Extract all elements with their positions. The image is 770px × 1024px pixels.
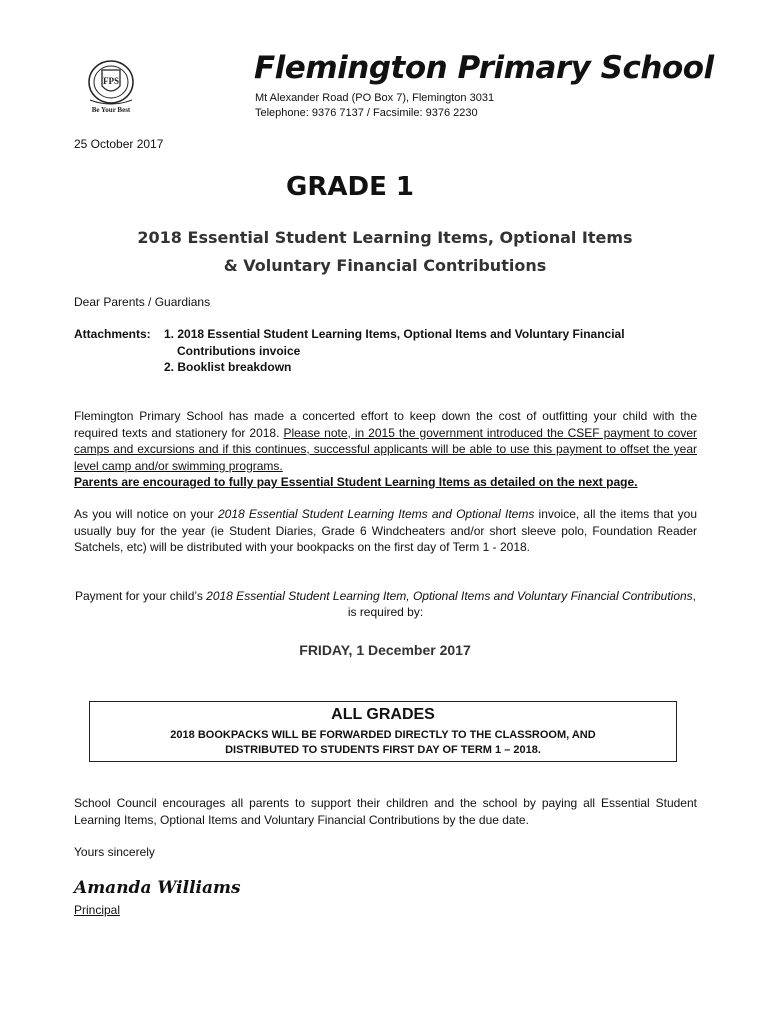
grade-title: GRADE 1 <box>286 172 414 202</box>
letter-subtitle <box>0 224 770 280</box>
payment-encouragement: Parents are encouraged to fully pay Essential Student Learning Items as detailed on the next page. <box>74 475 638 489</box>
csef-note: Please note, in 2015 the government introduced the CSEF payment to cover camps and excursions and if this continues, successful applicants will be able to use this payment to offset the year level camp and/or swimming programs. <box>74 425 698 473</box>
paragraph-cost-text: Flemington Primary School has made a concerted effort to keep down the cost of outfitting your child with the required texts and stationery for 2018. <box>74 409 697 440</box>
crest-motto: Be Your Best <box>91 106 131 114</box>
invoice-suffix: invoice, all the items that you usually buy for the year (ie Student Diaries, Grade 6 Windcheaters and/or short sleeve polo, Foundation Reader Satchels, etc) will be distributed with your bookpacks on the first day of Term 1 - 2018. <box>74 507 697 554</box>
subtitle-line-1: 2018 Essential Student Learning Items, Optional Items <box>137 228 633 247</box>
attachments-label: Attachments: <box>74 327 151 341</box>
paragraph-council: School Council encourages all parents to support their children and the school by paying all Essential Student Learning Items, Optional Items and Voluntary Financial Contributions by the due date. <box>74 796 697 827</box>
signature: Amanda Williams <box>74 878 241 898</box>
payment-suffix: , is required by: <box>347 589 697 619</box>
letter-date: 25 October 2017 <box>74 137 164 151</box>
notice-line-1: 2018 BOOKPACKS WILL BE FORWARDED DIRECTLY TO THE CLASSROOM, AND <box>170 729 596 741</box>
payment-items: 2018 Essential Student Learning Item, Optional Items and Voluntary Financial Contributions <box>206 589 693 603</box>
payment-prefix: Payment for your child’s <box>74 589 207 603</box>
subtitle-line-2: & Voluntary Financial Contributions <box>223 256 547 275</box>
school-address-block <box>255 91 494 121</box>
school-name: Flemington Primary School <box>254 50 714 86</box>
paragraph-cost <box>74 408 697 491</box>
school-crest-logo <box>80 58 142 114</box>
signatory-role: Principal <box>74 903 121 917</box>
attachment-item-1: 1. 2018 Essential Student Learning Items, Optional Items and Voluntary Financial <box>164 327 625 341</box>
invoice-prefix: As you will notice on your <box>74 507 218 521</box>
notice-title: ALL GRADES <box>331 706 435 723</box>
notice-line-2: DISTRIBUTED TO STUDENTS FIRST DAY OF TERM 1 – 2018. <box>225 744 541 756</box>
payment-deadline: FRIDAY, 1 December 2017 <box>299 642 471 658</box>
greeting: Dear Parents / Guardians <box>74 295 211 309</box>
attachment-item-2: 2. Booklist breakdown <box>164 360 292 374</box>
notice-box <box>89 701 677 762</box>
crest-monogram: FPS <box>102 76 120 86</box>
invoice-name: 2018 Essential Student Learning Items and Optional Items <box>218 507 535 521</box>
payment-required <box>74 588 697 620</box>
closing: Yours sincerely <box>74 845 155 859</box>
attachment-item-1-cont: Contributions invoice <box>177 344 301 358</box>
paragraph-invoice <box>74 506 697 556</box>
school-address: Mt Alexander Road (PO Box 7), Flemington 3031 <box>255 92 495 104</box>
school-contact: Telephone: 9376 7137 / Facsimile: 9376 2230 <box>255 107 478 119</box>
